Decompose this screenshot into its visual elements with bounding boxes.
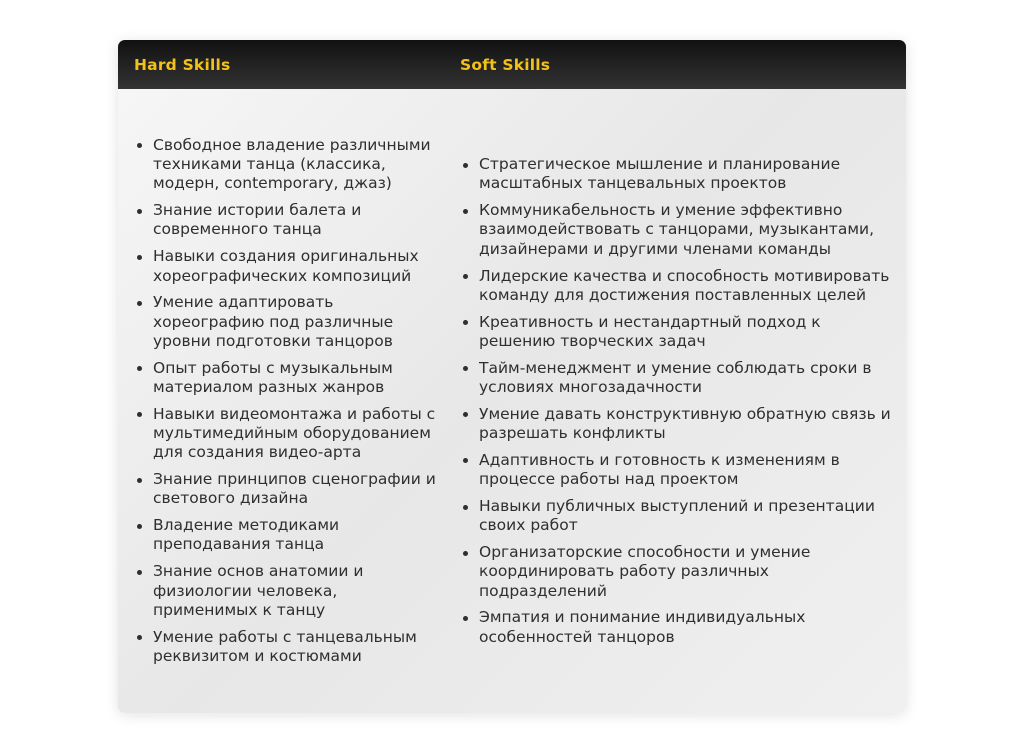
list-item: Умение адаптировать хореографию под различные уровни подготовки танцоров: [134, 293, 436, 351]
list-item: Навыки видеомонтажа и работы с мультимедийным оборудованием для создания видео-арта: [134, 405, 436, 463]
table-header: [118, 40, 906, 89]
list-item: Навыки публичных выступлений и презентации своих работ: [460, 497, 896, 535]
list-item: Коммуникабельность и умение эффективно взаимодействовать с танцорами, музыкантами, дизайнерами и другими членами команды: [460, 201, 896, 259]
list-item: Знание основ анатомии и физиологии человека, применимых к танцу: [134, 562, 436, 620]
list-item: Умение работы с танцевальным реквизитом и костюмами: [134, 628, 436, 666]
soft-skills-list: [460, 155, 896, 647]
list-item: Умение давать конструктивную обратную связь и разрешать конфликты: [460, 405, 896, 443]
hard-skills-column: [118, 136, 444, 666]
list-item: Навыки создания оригинальных хореографических композиций: [134, 247, 436, 285]
list-item: Организаторские способности и умение координировать работу различных подразделений: [460, 543, 896, 601]
list-item: Стратегическое мышление и планирование масштабных танцевальных проектов: [460, 155, 896, 193]
header-soft-skills: Soft Skills: [460, 55, 551, 74]
list-item: Креативность и нестандартный подход к решению творческих задач: [460, 313, 896, 351]
list-item: Знание принципов сценографии и светового дизайна: [134, 470, 436, 508]
list-item: Свободное владение различными техниками танца (классика, модерн, contemporary, джаз): [134, 136, 436, 194]
list-item: Знание истории балета и современного танца: [134, 201, 436, 239]
skills-table: [118, 40, 906, 713]
list-item: Адаптивность и готовность к изменениям в процессе работы над проектом: [460, 451, 896, 489]
header-hard-skills: Hard Skills: [134, 55, 231, 74]
list-item: Лидерские качества и способность мотивировать команду для достижения поставленных целей: [460, 267, 896, 305]
list-item: Опыт работы с музыкальным материалом разных жанров: [134, 359, 436, 397]
list-item: Тайм-менеджмент и умение соблюдать сроки в условиях многозадачности: [460, 359, 896, 397]
table-body: [118, 89, 906, 713]
list-item: Эмпатия и понимание индивидуальных особенностей танцоров: [460, 608, 896, 646]
hard-skills-list: [134, 136, 436, 666]
soft-skills-column: [444, 155, 906, 647]
list-item: Владение методиками преподавания танца: [134, 516, 436, 554]
